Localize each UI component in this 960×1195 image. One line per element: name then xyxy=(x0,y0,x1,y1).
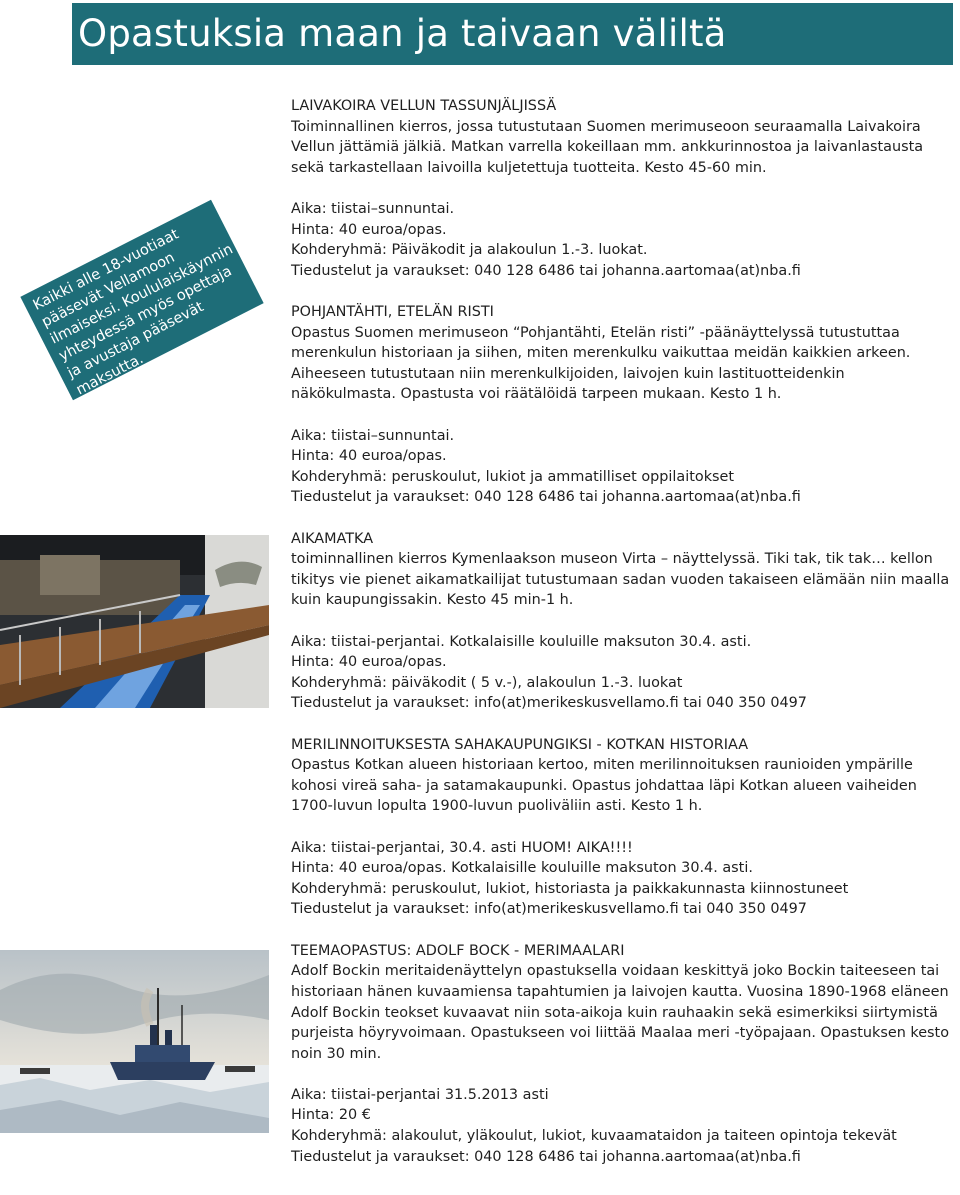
tour-title: MERILINNOITUKSESTA SAHAKAUPUNGIKSI - KOTKAN HISTORIAA xyxy=(291,736,749,753)
tour-title: POHJANTÄHTI, ETELÄN RISTI xyxy=(291,304,494,321)
tour-contact: Tiedustelut ja varaukset: info(at)merikeskusvellamo.fi tai 040 350 0497 xyxy=(291,695,807,712)
tour-target-group: Kohderyhmä: päiväkodit ( 5 v.-), alakoulun 1.-3. luokat xyxy=(291,674,683,691)
tour-time: Aika: tiistai-perjantai, 30.4. asti HUOM! AIKA!!!! xyxy=(291,839,633,856)
free-entry-note-text: Kaikki alle 18-vuotiaat pääsevät Vellamoon ilmaiseksi. Koululaiskäynnin yhteydessä myös opettaja ja avustaja pääsevät maksutta. xyxy=(30,226,236,399)
museum-exhibition-photo xyxy=(0,535,269,708)
tour-target-group: Kohderyhmä: peruskoulut, lukiot, historiasta ja paikkakunnasta kiinnostuneet xyxy=(291,880,849,897)
tour-section xyxy=(291,735,951,920)
tour-target-group: Kohderyhmä: Päiväkodit ja alakoulun 1.-3. luokat. xyxy=(291,242,648,259)
tour-description: Toiminnallinen kierros, jossa tutustutaan Suomen merimuseoon seuraamalla Laivakoira Vellun jättämiä jälkiä. Matkan varrella kokeillaan mm. ankkurinnostoa ja laivanlastausta sekä tarkastellaan laivoilla kuljetettuja tuotteita. Kesto 45-60 min. xyxy=(291,118,924,176)
tour-time: Aika: tiistai–sunnuntai. xyxy=(291,200,455,217)
tour-price: Hinta: 40 euroa/opas. Kotkalaisille kouluille maksuton 30.4. asti. xyxy=(291,860,753,877)
tour-description: toiminnallinen kierros Kymenlaakson museon Virta – näyttelyssä. Tiki tak, tik tak… kellon tikitys vie pienet aikamatkailijat tutustumaan sadan vuoden takaiseen elämään niin maalla kuin kaupungissakin. Kesto 45 min-1 h. xyxy=(291,551,950,609)
tour-description: Opastus Kotkan alueen historiaan kertoo, miten merilinnoituksen raunioiden ympärille kohosi vireä saha- ja satamakaupunki. Opastus johdattaa läpi Kotkan alueen vaiheiden 1700-luvun lopulta 1900-luvun puoliväliin asti. Kesto 1 h. xyxy=(291,757,917,815)
free-entry-note xyxy=(20,200,263,401)
tour-target-group: Kohderyhmä: alakoulut, yläkoulut, lukiot, kuvaamataidon ja taiteen opintoja tekevät xyxy=(291,1128,897,1145)
tour-section xyxy=(291,302,951,508)
guided-tours-list xyxy=(291,96,951,1188)
tour-time: Aika: tiistai–sunnuntai. xyxy=(291,427,455,444)
tour-contact: Tiedustelut ja varaukset: 040 128 6486 tai johanna.aartomaa(at)nba.fi xyxy=(291,1148,801,1165)
tour-target-group: Kohderyhmä: peruskoulut, lukiot ja ammatilliset oppilaitokset xyxy=(291,468,735,485)
page-header xyxy=(72,3,953,65)
tour-time: Aika: tiistai-perjantai. Kotkalaisille kouluille maksuton 30.4. asti. xyxy=(291,633,752,650)
tour-contact: Tiedustelut ja varaukset: 040 128 6486 tai johanna.aartomaa(at)nba.fi xyxy=(291,489,801,506)
tour-title: AIKAMATKA xyxy=(291,530,374,547)
museum-exhibition-illustration xyxy=(0,535,269,708)
tour-title: TEEMAOPASTUS: ADOLF BOCK - MERIMAALARI xyxy=(291,942,625,959)
tour-contact: Tiedustelut ja varaukset: info(at)merikeskusvellamo.fi tai 040 350 0497 xyxy=(291,901,807,918)
icebreaker-painting-illustration xyxy=(0,950,269,1133)
tour-section xyxy=(291,96,951,281)
tour-price: Hinta: 40 euroa/opas. xyxy=(291,448,447,465)
tour-title: LAIVAKOIRA VELLUN TASSUNJÄLJISSÄ xyxy=(291,98,557,114)
tour-section xyxy=(291,941,951,1168)
tour-time: Aika: tiistai-perjantai 31.5.2013 asti xyxy=(291,1086,549,1103)
page-title: Opastuksia maan ja taivaan väliltä xyxy=(78,12,727,55)
tour-contact: Tiedustelut ja varaukset: 040 128 6486 tai johanna.aartomaa(at)nba.fi xyxy=(291,262,801,279)
tour-price: Hinta: 20 € xyxy=(291,1107,371,1124)
icebreaker-painting xyxy=(0,950,269,1133)
tour-description: Opastus Suomen merimuseon “Pohjantähti, Etelän risti” -päänäyttelyssä tutustuttaa merenkulun historiaan ja siihen, miten merenkulku vaikuttaa meidän kaikkien arkeen. Aiheeseen tutustutaan niin merenkulkijoiden, laivojen kuin lastituotteidenkin näkökulmasta. Opastusta voi räätälöidä tarpeen mukaan. Kesto 1 h. xyxy=(291,324,911,403)
tour-section xyxy=(291,529,951,714)
tour-description: Adolf Bockin meritaidenäyttelyn opastuksella voidaan keskittyä joko Bockin taiteeseen tai historiaan hänen kuvaamiensa tapahtumien ja laivojen kautta. Vuosina 1890-1968 eläneen Adolf Bockin teokset kuvaavat niin sota-aikoja kuin rauhaakin sekä esimerkiksi siirtymistä purjeista höyryvoimaan. Opastukseen voi liittää Maalaa meri -työpajaan. Opastuksen kesto noin 30 min. xyxy=(291,963,950,1062)
tour-price: Hinta: 40 euroa/opas. xyxy=(291,654,447,671)
tour-price: Hinta: 40 euroa/opas. xyxy=(291,221,447,238)
